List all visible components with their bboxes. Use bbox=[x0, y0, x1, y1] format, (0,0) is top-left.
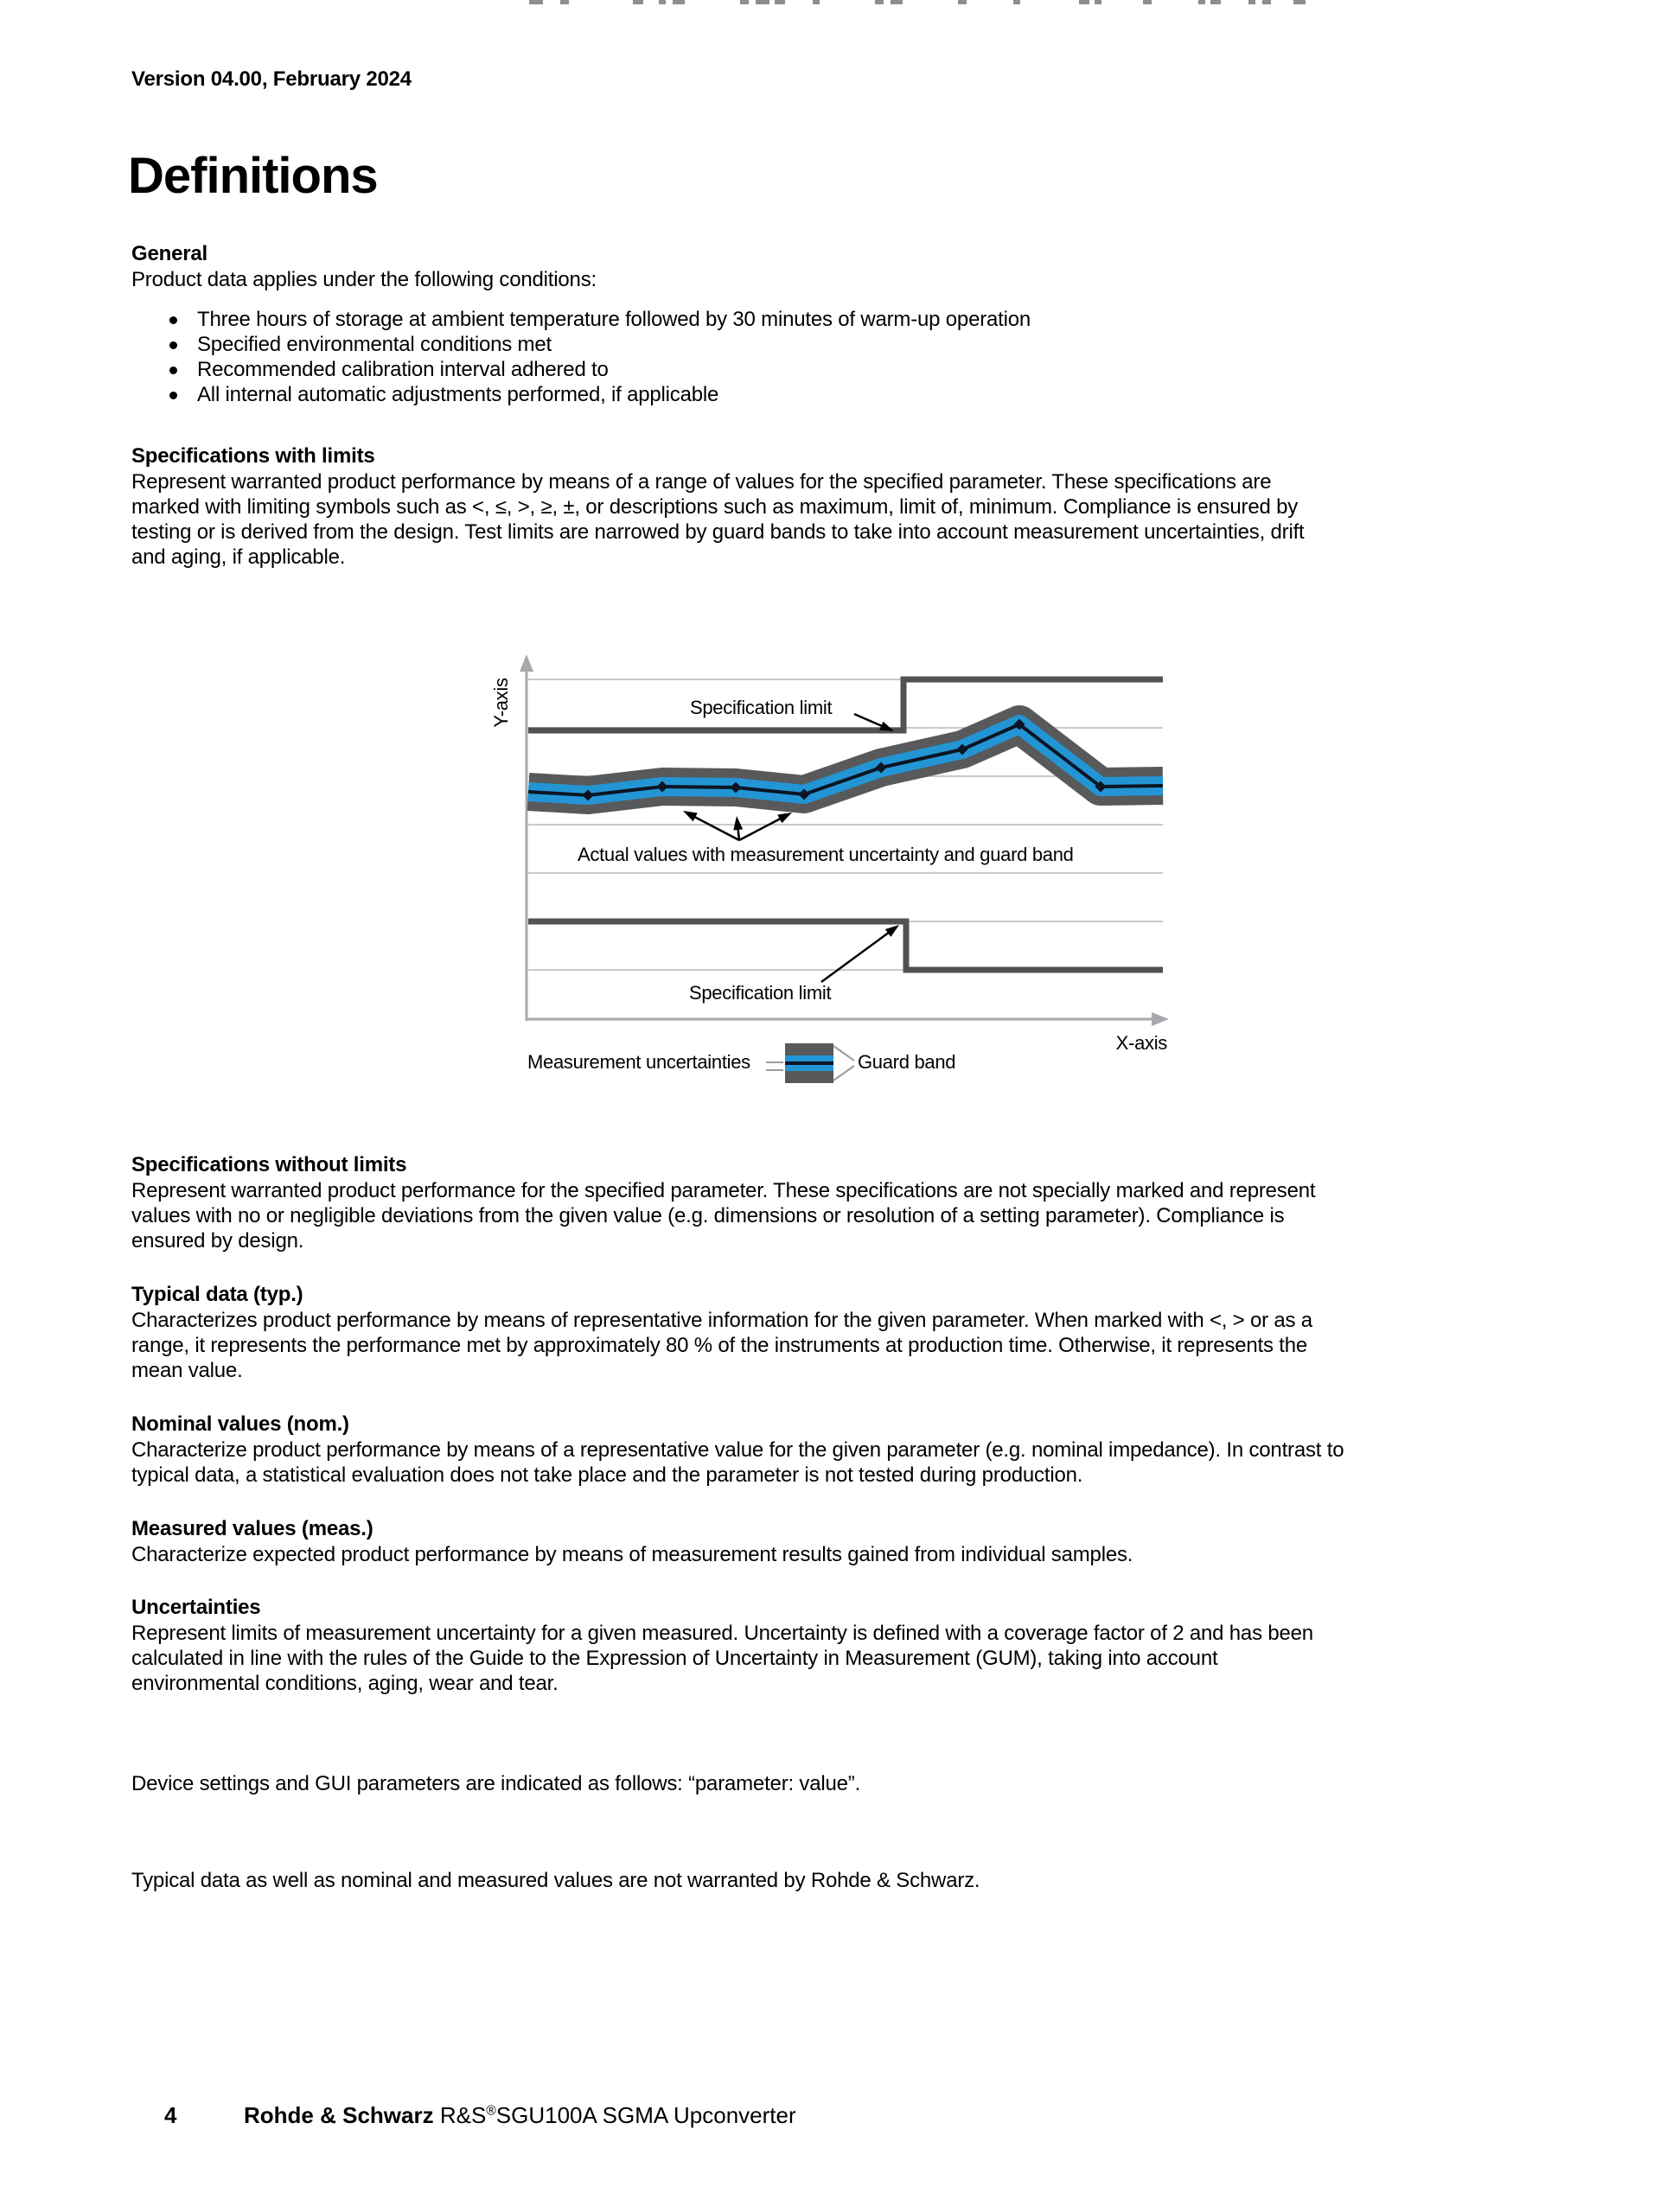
section-text-line: Represent warranted product performance by means of a range of values for the specified parameter. These specifications are bbox=[131, 470, 1272, 494]
bullet-item: Three hours of storage at ambient temperature followed by 30 minutes of warm-up operation bbox=[197, 308, 1031, 331]
footer-page-number: 4 bbox=[164, 2102, 177, 2128]
spec-limit-top-label: Specification limit bbox=[690, 697, 833, 718]
page-title: Definitions bbox=[128, 148, 378, 204]
legend-measurement-uncertainties-label: Measurement uncertainties bbox=[527, 1051, 750, 1073]
bullet-item: Recommended calibration interval adhered to bbox=[197, 358, 609, 381]
section-text-line: Characterize product performance by means of a representative value for the given parameter (e.g. nominal impedance). In contrast to bbox=[131, 1438, 1344, 1462]
section-text-line: Characterize expected product performance by means of measurement results gained from individual samples. bbox=[131, 1543, 1133, 1566]
y-axis-label: Y-axis bbox=[490, 678, 512, 728]
section-heading: General bbox=[131, 242, 208, 265]
x-axis-label: X-axis bbox=[1115, 1032, 1167, 1054]
section-text-line: environmental conditions, aging, wear and tear. bbox=[131, 1672, 559, 1695]
section-text-line: Characterizes product performance by means of representative information for the given parameter. When marked with <, > or as a bbox=[131, 1309, 1312, 1332]
device-settings-note: Device settings and GUI parameters are indicated as follows: “parameter: value”. bbox=[131, 1772, 861, 1795]
actual-values-label: Actual values with measurement uncertainty and guard band bbox=[578, 844, 1074, 865]
section-heading: Measured values (meas.) bbox=[131, 1517, 374, 1540]
section-heading: Typical data (typ.) bbox=[131, 1283, 303, 1306]
footer-product-rest: SGU100A SGMA Upconverter bbox=[495, 2102, 796, 2128]
section-text-line: Represent limits of measurement uncertainty for a given measured. Uncertainty is defined with a coverage factor of 2 and has been bbox=[131, 1622, 1313, 1645]
section-text-line: marked with limiting symbols such as <, ≤, >, ≥, ±, or descriptions such as maximum, limit of, minimum. Compliance is ensured by bbox=[131, 495, 1299, 519]
section-heading: Specifications without limits bbox=[131, 1153, 407, 1176]
spec-limit-bottom-label: Specification limit bbox=[689, 982, 832, 1004]
section-text-line: ensured by design. bbox=[131, 1229, 304, 1253]
legend-guard-band-label: Guard band bbox=[858, 1051, 956, 1073]
section-text-line: typical data, a statistical evaluation does not take place and the parameter is not tested during production. bbox=[131, 1463, 1083, 1487]
bullet-item: Specified environmental conditions met bbox=[197, 333, 552, 356]
warranty-note: Typical data as well as nominal and measured values are not warranted by Rohde & Schwarz. bbox=[131, 1869, 980, 1892]
footer-brand: Rohde & Schwarz bbox=[244, 2102, 434, 2128]
section-text-line: Product data applies under the following conditions: bbox=[131, 268, 597, 291]
section-heading: Uncertainties bbox=[131, 1596, 261, 1619]
section-text-line: testing or is derived from the design. Test limits are narrowed by guard bands to take into account measurement uncertainties, drift bbox=[131, 520, 1305, 544]
section-text-line: calculated in line with the rules of the Guide to the Expression of Uncertainty in Measurement (GUM), taking into account bbox=[131, 1647, 1218, 1670]
section-text-line: Represent warranted product performance for the specified parameter. These specifications are not specially marked and represent bbox=[131, 1179, 1316, 1202]
footer-product-prefix: R&S bbox=[439, 2102, 487, 2128]
section-heading: Specifications with limits bbox=[131, 444, 375, 468]
section-text-line: and aging, if applicable. bbox=[131, 545, 346, 569]
section-text-line: range, it represents the performance met by approximately 80 % of the instruments at production time. Otherwise, it represents the bbox=[131, 1334, 1308, 1357]
section-heading: Nominal values (nom.) bbox=[131, 1412, 349, 1436]
section-text-line: values with no or negligible deviations from the given value (e.g. dimensions or resolution of a setting parameter). Compliance is bbox=[131, 1204, 1285, 1227]
footer-product-line bbox=[244, 2102, 796, 2128]
version-header: Version 04.00, February 2024 bbox=[131, 67, 412, 91]
bullet-item: All internal automatic adjustments performed, if applicable bbox=[197, 383, 719, 406]
section-text-line: mean value. bbox=[131, 1359, 243, 1382]
registered-trademark-icon: ® bbox=[486, 2103, 496, 2119]
